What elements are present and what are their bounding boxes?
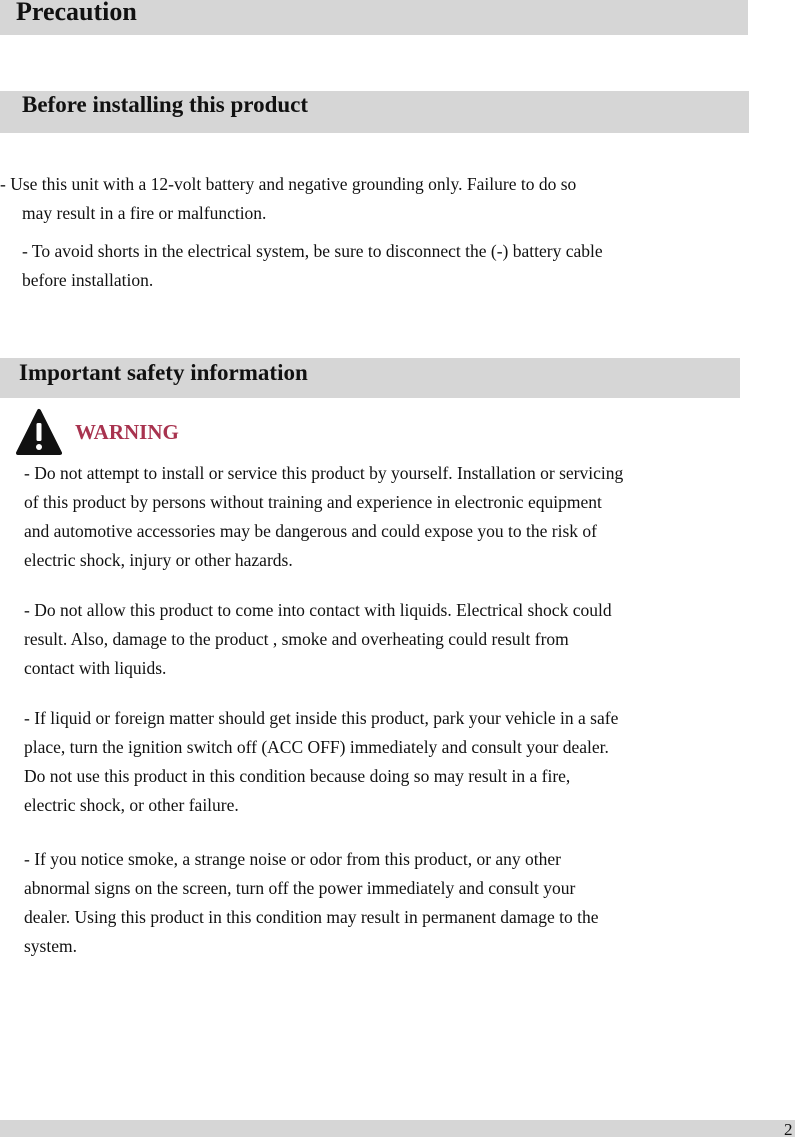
item-line: electric shock, injury or other hazards. [24, 550, 293, 570]
item-line: system. [24, 936, 77, 956]
section-title-before-install: Before installing this product [22, 92, 309, 117]
item-line: place, turn the ignition switch off (ACC OFF) immediately and consult your dealer. [24, 737, 609, 757]
page-number: 2 [784, 1120, 793, 1139]
list-item [22, 237, 603, 295]
page-title: Precaution [16, 0, 137, 26]
list-item [24, 459, 623, 575]
item-line: electric shock, or other failure. [24, 795, 239, 815]
item-line: - Do not allow this product to come into contact with liquids. Electrical shock could [24, 600, 612, 620]
item-line: result. Also, damage to the product , smoke and overheating could result from [24, 629, 569, 649]
item-line: and automotive accessories may be dangerous and could expose you to the risk of [24, 521, 597, 541]
warning-triangle-icon [16, 408, 62, 456]
list-item [24, 596, 612, 683]
item-line: - Use this unit with a 12-volt battery and negative grounding only. Failure to do so [0, 174, 577, 194]
item-line: abnormal signs on the screen, turn off the power immediately and consult your [24, 878, 576, 898]
warning-label: WARNING [75, 420, 179, 444]
footer-bar [0, 1120, 795, 1137]
list-item [24, 845, 598, 961]
item-line: of this product by persons without training and experience in electronic equipment [24, 492, 602, 512]
section-title-safety: Important safety information [19, 360, 308, 385]
item-line: - Do not attempt to install or service this product by yourself. Installation or servicing [24, 463, 624, 483]
item-line: before installation. [22, 270, 154, 290]
item-line: - If liquid or foreign matter should get inside this product, park your vehicle in a safe [24, 708, 619, 728]
list-item [0, 170, 576, 228]
item-line: - If you notice smoke, a strange noise or odor from this product, or any other [24, 849, 562, 869]
item-line: contact with liquids. [24, 658, 167, 678]
item-line: - To avoid shorts in the electrical system, be sure to disconnect the (-) battery cable [22, 241, 603, 261]
item-line: may result in a fire or malfunction. [22, 203, 267, 223]
item-line: dealer. Using this product in this condition may result in permanent damage to the [24, 907, 599, 927]
list-item [24, 704, 618, 820]
item-line: Do not use this product in this condition because doing so may result in a fire, [24, 766, 571, 786]
